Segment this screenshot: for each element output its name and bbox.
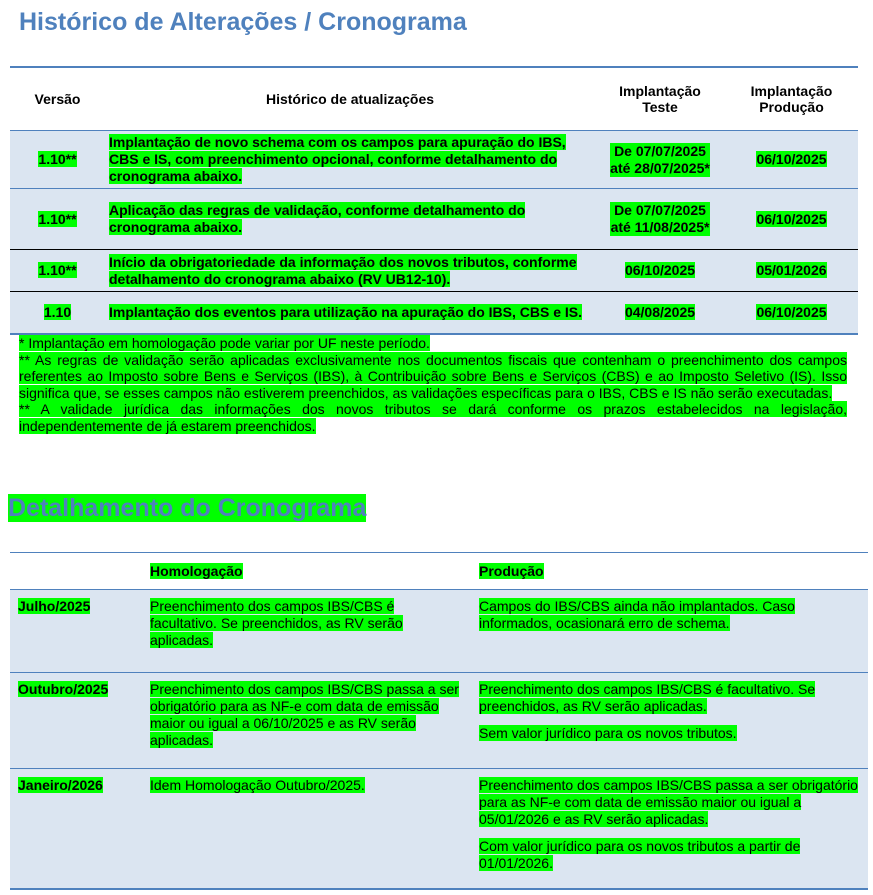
production-cell: 06/10/2025: [725, 189, 858, 250]
header-production: Implantação Produção: [725, 67, 858, 131]
description-cell: Aplicação das regras de validação, conforme detalhamento do cronograma abaixo.: [105, 189, 595, 250]
test-cell: De 07/07/2025 até 28/07/2025*: [595, 131, 725, 189]
header-version: Versão: [10, 67, 105, 131]
header-homologation: Homologação: [142, 553, 471, 590]
homologation-cell: Preenchimento dos campos IBS/CBS passa a ser obrigatório para as NF-e com data de emissão maior ou igual a 06/10/2025 e as RV serão aplicadas.: [142, 673, 471, 769]
production-cell: 06/10/2025: [725, 131, 858, 189]
test-cell: 04/08/2025: [595, 292, 725, 334]
history-header-row: [10, 67, 858, 131]
schedule-title: Detalhamento do Cronograma: [8, 494, 367, 522]
table-row: [10, 131, 858, 189]
test-cell: 06/10/2025: [595, 250, 725, 292]
table-row: [10, 590, 868, 673]
page-title: Histórico de Alterações / Cronograma: [19, 8, 467, 36]
version-cell: 1.10: [10, 292, 105, 334]
table-row: [10, 250, 858, 292]
header-test: Implantação Teste: [595, 67, 725, 131]
header-history: Histórico de atualizações: [105, 67, 595, 131]
version-cell: 1.10**: [10, 131, 105, 189]
footnotes: [19, 335, 847, 435]
month-cell: Janeiro/2026: [10, 769, 142, 889]
table-row: [10, 189, 858, 250]
production-cell: Preenchimento dos campos IBS/CBS é facultativo. Se preenchidos, as RV serão aplicadas. Sem valor jurídico para os novos tributos.: [471, 673, 868, 769]
header-month: [10, 553, 142, 590]
history-table: [10, 66, 858, 335]
description-cell: Implantação dos eventos para utilização na apuração do IBS, CBS e IS.: [105, 292, 595, 334]
table-row: [10, 292, 858, 334]
footnote: ** A validade jurídica das informações dos novos tributos se dará conforme os prazos estabelecidos na legislação, independentemente de já estarem preenchidos.: [19, 401, 847, 434]
description-cell: Implantação de novo schema com os campos para apuração do IBS, CBS e IS, com preenchimento opcional, conforme detalhamento do cronograma abaixo.: [105, 131, 595, 189]
table-row: [10, 769, 868, 889]
homologation-cell: Preenchimento dos campos IBS/CBS é facultativo. Se preenchidos, as RV serão aplicadas.: [142, 590, 471, 673]
footnote: * Implantação em homologação pode variar por UF neste período.: [19, 335, 430, 351]
month-cell: Julho/2025: [10, 590, 142, 673]
production-cell: 06/10/2025: [725, 292, 858, 334]
production-cell: 05/01/2026: [725, 250, 858, 292]
schedule-table: [10, 552, 868, 890]
production-cell: Preenchimento dos campos IBS/CBS passa a ser obrigatório para as NF-e com data de emissão maior ou igual a 05/01/2026 e as RV serão aplicadas. Com valor jurídico para os novos tributos a partir de 01/01/2026.: [471, 769, 868, 889]
month-cell: Outubro/2025: [10, 673, 142, 769]
footnote: ** As regras de validação serão aplicadas exclusivamente nos documentos fiscais que contenham o preenchimento dos campos referentes ao Imposto sobre Bens e Serviços (IBS), à Contribuição sobre Bens e Serviços (CBS) e ao Imposto Seletivo (IS). Isso significa que, se esses campos não estiverem preenchidos, as validações específicas para o IBS, CBS e IS não serão executadas.: [19, 351, 847, 401]
description-cell: Início da obrigatoriedade da informação dos novos tributos, conforme detalhamento do cronograma abaixo (RV UB12-10).: [105, 250, 595, 292]
header-production: Produção: [471, 553, 868, 590]
production-cell: Campos do IBS/CBS ainda não implantados. Caso informados, ocasionará erro de schema.: [471, 590, 868, 673]
version-cell: 1.10**: [10, 250, 105, 292]
schedule-header-row: [10, 553, 868, 590]
test-cell: De 07/07/2025 até 11/08/2025*: [595, 189, 725, 250]
version-cell: 1.10**: [10, 189, 105, 250]
table-row: [10, 673, 868, 769]
homologation-cell: Idem Homologação Outubro/2025.: [142, 769, 471, 889]
